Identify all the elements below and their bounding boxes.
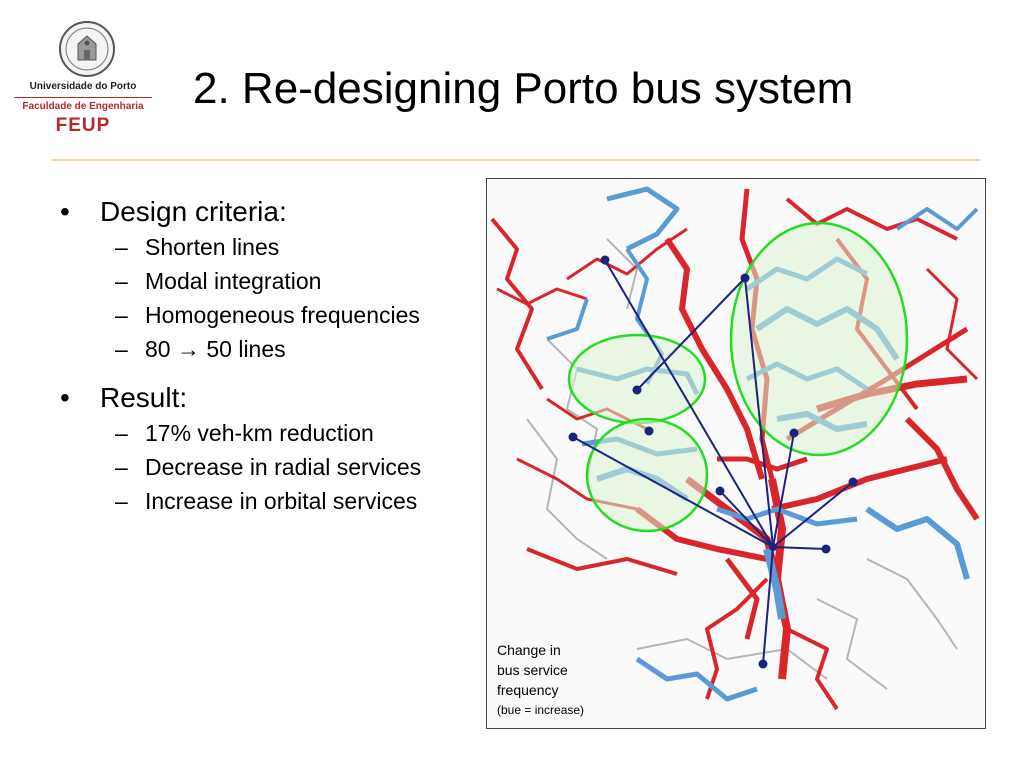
route-increase — [547, 299, 587, 339]
street-line — [607, 239, 637, 309]
corridor-node — [569, 433, 578, 442]
route-decrease — [717, 459, 807, 469]
feup-logo — [14, 20, 152, 138]
route-increase — [637, 659, 757, 699]
sub-bullet-text: 80 → 50 lines — [145, 336, 286, 362]
sub-bullet — [60, 484, 435, 518]
route-decrease — [527, 549, 677, 574]
corridor-node — [645, 427, 654, 436]
dash-marker: – — [115, 302, 128, 328]
university-name: Universidade do Porto — [29, 81, 137, 92]
sub-bullet — [60, 298, 435, 332]
sub-bullet-text: Increase in orbital services — [145, 488, 418, 514]
dash-marker: – — [115, 488, 128, 514]
legend-line: frequency — [497, 682, 559, 698]
sub-bullet-text: Decrease in radial services — [145, 454, 422, 480]
sub-bullet-text: 17% veh-km reduction — [145, 420, 374, 446]
route-increase — [897, 209, 977, 229]
bullet-marker: • — [60, 382, 70, 413]
sub-bullet — [60, 264, 435, 298]
title-divider — [52, 159, 980, 161]
street-line — [867, 559, 957, 649]
dash-marker: – — [115, 336, 128, 362]
route-decrease — [772, 459, 947, 509]
logo-divider — [14, 97, 152, 98]
corridor-hub — [769, 543, 777, 551]
route-decrease — [497, 289, 587, 304]
map-legend — [497, 640, 584, 720]
legend-note: (bue = increase) — [497, 703, 585, 717]
corridor-node — [741, 274, 750, 283]
zone-northwest — [569, 335, 705, 423]
sub-bullet — [60, 416, 435, 450]
bullet-heading: Result: — [100, 382, 188, 413]
faculty-acronym: FEUP — [55, 115, 111, 136]
sub-bullet — [60, 332, 435, 366]
bus-network-map — [486, 178, 986, 729]
dash-marker: – — [115, 234, 128, 260]
bullet-marker: • — [60, 196, 70, 227]
street-line — [817, 599, 887, 689]
route-decrease — [492, 219, 542, 389]
sub-bullet-text: Homogeneous frequencies — [145, 302, 420, 328]
corridor-node — [849, 478, 858, 487]
corridor-node — [759, 660, 768, 669]
corridor-node — [790, 429, 799, 438]
route-increase — [867, 509, 967, 579]
street-line — [637, 639, 827, 679]
corridor-node — [601, 256, 610, 265]
radial-corridor — [720, 491, 773, 547]
corridor-node — [716, 487, 725, 496]
sub-bullet-text: Shorten lines — [145, 234, 280, 260]
sub-bullet — [60, 230, 435, 264]
dash-marker: – — [115, 268, 128, 294]
bullet-result — [60, 380, 470, 416]
dash-marker: – — [115, 420, 128, 446]
route-decrease — [927, 269, 977, 379]
university-seal-icon — [58, 20, 116, 78]
sub-bullet-text: Modal integration — [145, 268, 322, 294]
sub-bullet — [60, 450, 435, 484]
zone-west — [587, 419, 707, 531]
route-decrease — [727, 559, 757, 639]
faculty-name: Faculdade de Engenharia — [22, 101, 144, 112]
dash-marker: – — [115, 454, 128, 480]
bullet-list — [60, 190, 470, 518]
bullet-heading: Design criteria: — [100, 196, 287, 227]
corridor-node — [822, 545, 831, 554]
legend-line: Change in — [497, 642, 561, 658]
corridor-node — [633, 386, 642, 395]
route-decrease — [567, 229, 687, 279]
route-decrease — [787, 629, 837, 709]
zone-east — [731, 223, 907, 455]
bullet-design-criteria — [60, 194, 470, 230]
legend-line: bus service — [497, 662, 568, 678]
slide-title: 2. Re-designing Porto bus system — [193, 64, 854, 113]
